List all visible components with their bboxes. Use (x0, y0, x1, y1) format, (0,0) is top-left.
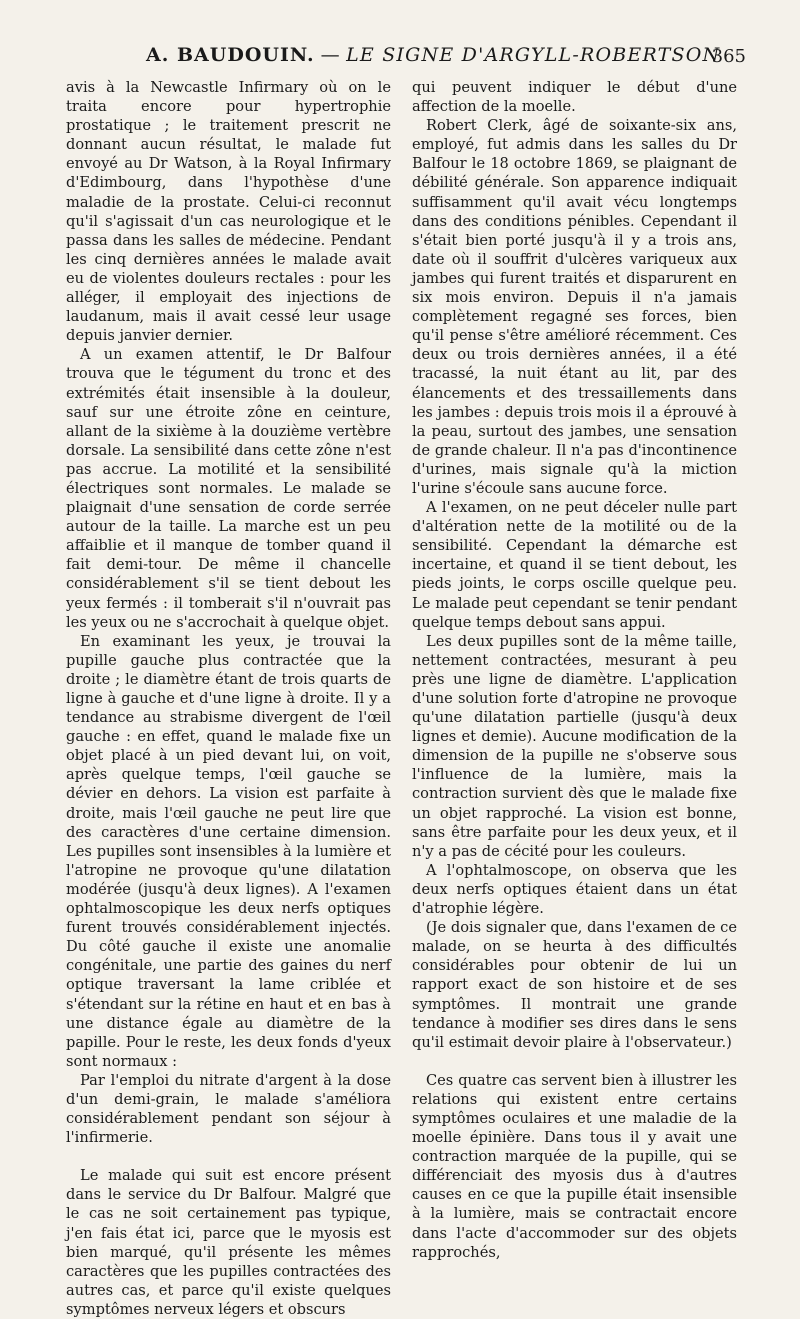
header-author: A. BAUDOUIN. (146, 44, 315, 66)
paragraph: En examinant les yeux, je trouvai la pupille gauche plus contractée que la droite ; le diamètre étant de trois quarts de ligne à gauche et d'une ligne à droite. Il y a tendance au strabisme divergent de l'œil gauche : en effet, quand le malade fixe un objet placé à un pied devant lui, on voit, après quelque temps, l'œil gauche se dévier en dehors. La vision est parfaite à droite, mais l'œil gauche ne peut lire que des caractères d'une certaine dimension. Les pupilles sont insensibles à la lumière et l'atropine ne provoque qu'une dilatation modérée (jusqu'à deux lignes). A l'examen ophtalmoscopique les deux nerfs optiques furent trouvés considérablement injectés. Du côté gauche il existe une anomalie congénitale, une partie des gaines du nerf optique traversant la lame criblée et s'étendant sur la rétine en haut et en bas à une distance égale au diamètre de la papille. Pour le reste, les deux fonds d'yeux sont normaux : (66, 632, 391, 1070)
paragraph: qui peuvent indiquer le début d'une affection de la moelle. (412, 79, 737, 116)
running-header (66, 44, 746, 70)
paragraph: (Je dois signaler que, dans l'examen de ce malade, on se heurta à des difficultés considérables pour obtenir de lui un rapport exact de son histoire et de ses symptômes. Il montrait une grande tendance à modifier ses dires dans le sens qu'il estimait devoir plaire à l'observateur.) (412, 919, 737, 1051)
paragraph: A l'ophtalmoscope, on observa que les deux nerfs optiques étaient dans un état d'atrophie légère. (412, 861, 737, 918)
header-separator: — (320, 44, 341, 66)
page-number: 365 (711, 46, 746, 67)
left-column (66, 78, 391, 1318)
paragraph: Robert Clerk, âgé de soixante-six ans, employé, fut admis dans les salles du Dr Balfour le 18 octobre 1869, se plaignant de débilité générale. Son apparence indiquait suffisamment qu'il avait vécu longtemps dans des conditions pénibles. Cependant il s'était bien porté jusqu'à il y a trois ans, date où il souffrit d'ulcères variqueux aux jambes qui furent traités et disparurent en six mois environ. Depuis il n'a jamais complètement regagné ses forces, bien qu'il pense s'être amélioré récemment. Ces deux ou trois dernières années, il a été tracassé, la nuit étant au lit, par des élancements et des tressaillements dans les jambes : depuis trois mois il a éprouvé à la peau, surtout des jambes, une sensation de grande chaleur. Il n'a pas d'incontinence d'urines, mais signale qu'à la miction l'urine s'écoule sans aucune force. (412, 117, 737, 497)
running-title (146, 44, 721, 66)
paragraph: avis à la Newcastle Infirmary où on le traita encore pour hypertrophie prostatique ; le traitement prescrit ne donnant aucun résultat, le malade fut envoyé au Dr Watson, à la Royal Infirmary d'Edimbourg, dans l'hypothèse d'une maladie de la prostate. Celui-ci reconnut qu'il s'agissait d'un cas neurologique et le passa dans les salles de médecine. Pendant les cinq dernières années le malade avait eu de violentes douleurs rectales : pour les alléger, il employait des injections de laudanum, mais il avait cessé leur usage depuis janvier dernier. (66, 79, 391, 345)
paragraph: A un examen attentif, le Dr Balfour trouva que le tégument du tronc et des extrémités était insensible à la douleur, sauf sur une étroite zône en ceinture, allant de la sixième à la douzième vertèbre dorsale. La sensibilité dans cette zône n'est pas accrue. La motilité et la sensibilité électriques sont normales. Le malade se plaignait d'une sensation de corde serrée autour de la taille. La marche est un peu affaiblie et il manque de tomber quand il fait demi-tour. De même il chancelle considérablement s'il se tient debout les yeux fermés : il tomberait s'il n'ouvrait pas les yeux ou ne s'accrochait à quelque objet. (66, 346, 391, 631)
paragraph: Les deux pupilles sont de la même taille, nettement contractées, mesurant à peu près une ligne de diamètre. L'application d'une solution forte d'atropine ne provoque qu'une dilatation partielle (jusqu'à deux lignes et demie). Aucune modification de la dimension de la pupille ne s'observe sous l'influence de la lumière, mais la contraction survient dès que le malade fixe un objet rapproché. La vision est bonne, sans être parfaite pour les deux yeux, et il n'y a pas de cécité pour les couleurs. (412, 632, 737, 860)
right-column (412, 78, 737, 1261)
header-subject: LE SIGNE D'ARGYLL-ROBERTSON (346, 44, 721, 66)
paragraph: Ces quatre cas servent bien à illustrer les relations qui existent entre certains symptômes oculaires et une maladie de la moelle épinière. Dans tous il y avait une contraction marquée de la pupille, qui se différenciait des myosis dus à d'autres causes en ce que la pupille était insensible à la lumière, mais se contractait encore dans l'acte d'accommoder sur des objets rapprochés, (412, 1071, 737, 1261)
paragraph: A l'examen, on ne peut déceler nulle part d'altération nette de la motilité ou de la sensibilité. Cependant la démarche est incertaine, et quand il se tient debout, les pieds joints, le corps oscille quelque peu. Le malade peut cependant se tenir pendant quelque temps debout sans appui. (412, 499, 737, 631)
paragraph: Le malade qui suit est encore présent dans le service du Dr Balfour. Malgré que le cas ne soit certainement pas typique, j'en fais état ici, parce que le myosis est bien marqué, qu'il présente les mêmes caractères que les pupilles contractées des autres cas, et parce qu'il existe quelques symptômes nerveux légers et obscurs (66, 1167, 391, 1318)
paragraph: Par l'emploi du nitrate d'argent à la dose d'un demi-grain, le malade s'améliora considérablement pendant son séjour à l'infirmerie. (66, 1071, 391, 1147)
